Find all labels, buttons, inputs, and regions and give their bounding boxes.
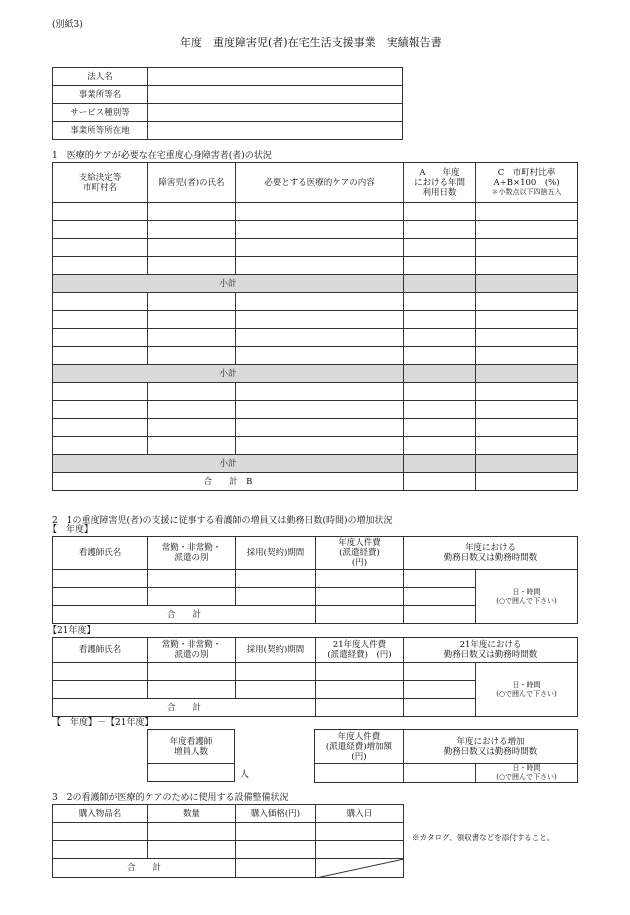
h-c (476, 163, 578, 203)
staff-increase-table (147, 729, 235, 782)
diagonal-cell (316, 859, 404, 878)
h-days-21: 21年度における 勤務日数又は勤務時間数 (404, 638, 578, 663)
grand-total-row (53, 473, 578, 491)
address-label: 事業所等所在地 (53, 122, 148, 140)
equip-total-label: 合 計 (53, 859, 236, 878)
h-a: A 年度 における年間 利用日数 (404, 163, 476, 203)
page-title: 年度 重度障害児(者)在宅生活支援事業 実績報告書 (180, 36, 442, 49)
h-c-note: ＊小数点以下四捨五入 (491, 188, 562, 196)
h-nurse-name-21: 看護師氏名 (53, 638, 148, 663)
cost-increase-table (314, 729, 578, 783)
service-value[interactable] (148, 104, 403, 122)
subtotal-label: 小計 (53, 365, 404, 383)
care-row (53, 257, 578, 275)
service-label: サービス種別等 (53, 104, 148, 122)
h-days: 年度における 勤務日数又は勤務時間数 (404, 537, 578, 570)
h-period-21: 採用(契約)期間 (236, 638, 316, 663)
care-row (53, 329, 578, 347)
section2-heading: 2 1の重度障害児(者)の支援に従事する看護師の増員又は勤務日数(時間)の増加状況 (52, 516, 393, 526)
h-costinc: 年度人件費 (派遣経費)増加額 (円) (315, 730, 404, 764)
appendix-label: (別紙3) (52, 20, 83, 30)
subtotal-row (53, 455, 578, 473)
unit-note-21: 日・時間 (○で囲んで下さい) (476, 663, 578, 717)
subtotal-row (53, 275, 578, 293)
unit-note-inc: 日・時間 (○で囲んで下さい) (476, 764, 578, 783)
h-staff: 年度看護師 増員人数 (148, 730, 235, 764)
care-table (52, 162, 578, 491)
care-row (53, 203, 578, 221)
care-row (53, 347, 578, 365)
h-qty: 数量 (148, 805, 236, 823)
subtotal-row (53, 365, 578, 383)
corp-value[interactable] (148, 68, 403, 86)
h-type-21: 常勤・非常勤・ 派遣の別 (148, 638, 236, 663)
h-item: 購入物品名 (53, 805, 148, 823)
year21-label: 【21年度】 (48, 626, 96, 636)
info-table (52, 67, 403, 140)
total-label: 合 計 (53, 606, 316, 624)
care-row (53, 311, 578, 329)
h-cost: 年度人件費 (派遣経費) (円) (316, 537, 404, 570)
total-label-21: 合 計 (53, 699, 316, 717)
address-value[interactable] (148, 122, 403, 140)
care-row (53, 419, 578, 437)
grand-total-label: 合 計 B (53, 473, 404, 491)
h-nurse-name: 看護師氏名 (53, 537, 148, 570)
equipment-note: ※カタログ、領収書などを添付すること。 (412, 833, 555, 842)
staff-value[interactable] (148, 764, 235, 782)
unit-note: 日・時間 (○で囲んで下さい) (476, 570, 578, 624)
diff-label: 【 年度】－【21年度】 (52, 718, 154, 728)
care-row (53, 293, 578, 311)
h-date: 購入日 (316, 805, 404, 823)
care-row (53, 437, 578, 455)
care-row (53, 239, 578, 257)
nurse-table-21 (52, 637, 578, 717)
office-label: 事業所等名 (53, 86, 148, 104)
equipment-table (52, 804, 404, 878)
office-value[interactable] (148, 86, 403, 104)
corp-label: 法人名 (53, 68, 148, 86)
diagonal-line (316, 859, 404, 878)
subtotal-label: 小計 (53, 275, 404, 293)
h-muni: 支給決定等 市町村名 (53, 163, 148, 203)
subtotal-label: 小計 (53, 455, 404, 473)
person-unit: 人 (240, 770, 250, 780)
care-row (53, 383, 578, 401)
h-c-label: C 市町村比率 A÷B×100 (%) (493, 168, 560, 188)
section1-heading: 1 医療的ケアが必要な在宅重度心身障害者(者)の状況 (52, 151, 272, 161)
h-care: 必要とする医療的ケアの内容 (236, 163, 404, 203)
h-cost-21: 21年度人件費 (派遣経費) (円) (316, 638, 404, 663)
section3-heading: 3 2の看護師が医療的ケアのために使用する設備整備状況 (52, 793, 289, 803)
h-period: 採用(契約)期間 (236, 537, 316, 570)
care-row (53, 401, 578, 419)
nurse-table-current (52, 536, 578, 624)
care-row (53, 221, 578, 239)
h-daysinc: 年度における増加 勤務日数又は勤務時間数 (404, 730, 578, 764)
h-name: 障害児(者)の氏名 (148, 163, 236, 203)
h-type: 常勤・非常勤・ 派遣の別 (148, 537, 236, 570)
h-price: 購入価格(円) (236, 805, 316, 823)
year-label: 【 年度】 (48, 525, 94, 535)
